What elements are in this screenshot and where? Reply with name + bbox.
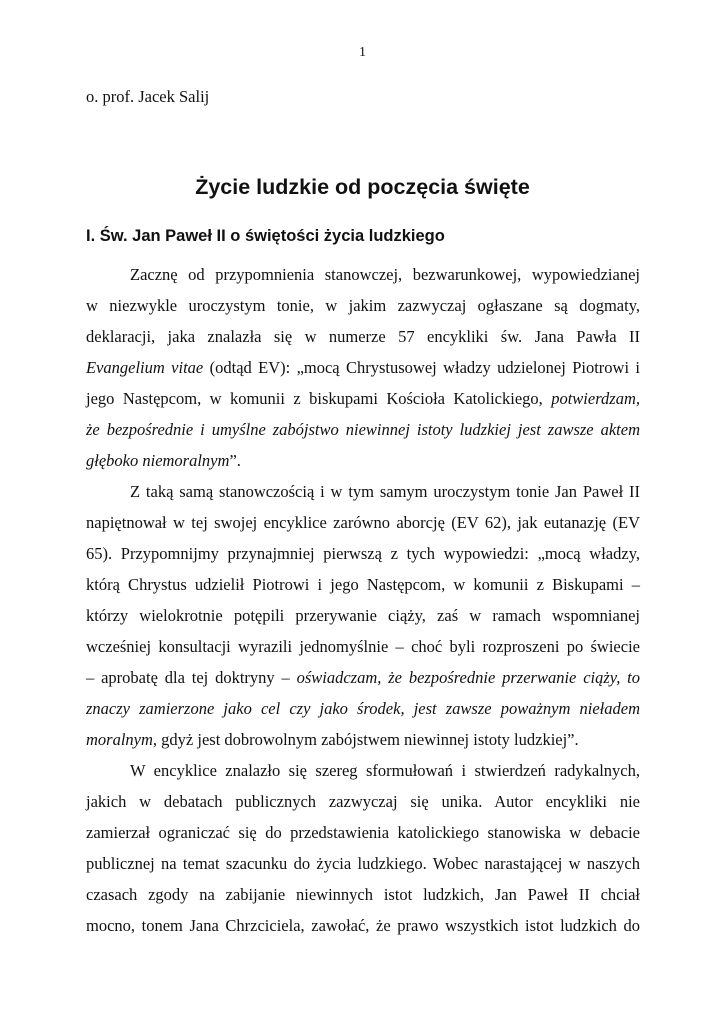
paragraph-line: – aprobatę dla tej doktryny – oświadczam, że bezpośrednie przerwanie ciąży, to [86,668,641,687]
paragraph-line: Zacznę od przypomnienia stanowczej, bezwarunkowej, wypowiedzianej [130,265,640,284]
paragraph-line: W encyklice znalazło się szereg sformułowań i stwierdzeń radykalnych, [130,761,640,780]
paragraph-line: którą Chrystus udzielił Piotrowi i jego Następcom, w komunii z Biskupami – [86,575,640,594]
paragraph-line: jego Następcom, w komunii z biskupami Kościoła Katolickiego, potwierdzam, [86,389,640,408]
paragraph-line: głęboko niemoralnym”. [86,451,241,470]
paragraph-line: czasach zgody na zabijanie niewinnych istot ludzkich, Jan Paweł II chciał [86,885,640,904]
document-title: Życie ludzkie od poczęcia święte [195,175,530,199]
author-line: o. prof. Jacek Salij [86,87,210,106]
paragraph-line: w niezwykle uroczystym tonie, w jakim zazwyczaj ogłaszane są dogmaty, [86,296,640,315]
paragraph-line: jakich w debatach publicznych zazwyczaj się unika. Autor encykliki nie [86,792,640,811]
paragraph-line: 65). Przypomnijmy przynajmniej pierwszą z tych wypowiedzi: „mocą władzy, [86,544,640,563]
paragraph-line: napiętnował w tej swojej encyklice zarówno aborcję (EV 62), jak eutanazję (EV [86,513,640,532]
paragraph-line: moralnym, gdyż jest dobrowolnym zabójstwem niewinnej istoty ludzkiej”. [86,730,579,749]
paragraph-line: którzy wielokrotnie potępili przerywanie ciąży, zaś w ramach wspomnianej [86,606,640,625]
page-number: 1 [359,45,366,60]
paragraph-line: wcześniej konsultacji wyrazili jednomyślnie – choć byli rozproszeni po świecie [86,637,640,656]
paragraph-line: znaczy zamierzone jako cel czy jako środek, jest zawsze poważnym nieładem [86,699,640,718]
paragraph-line: publicznej na temat szacunku do życia ludzkiego. Wobec narastającej w naszych [86,854,640,873]
paragraph-line: Z taką samą stanowczością i w tym samym uroczystym tonie Jan Paweł II [130,482,640,501]
paragraph-line: zamierzał ograniczać się do przedstawienia katolickiego stanowiska w debacie [86,823,640,842]
paragraph-line: Evangelium vitae (odtąd EV): „mocą Chrystusowej władzy udzielonej Piotrowi i [86,358,640,377]
paragraph-line: deklaracji, jaka znalazła się w numerze 57 encykliki św. Jana Pawła II [86,327,640,346]
section-heading: I. Św. Jan Paweł II o świętości życia ludzkiego [86,227,445,245]
paragraph-line: mocno, tonem Jana Chrzciciela, zawołać, że prawo wszystkich istot ludzkich do [86,916,640,935]
paragraph-line: że bezpośrednie i umyślne zabójstwo niewinnej istoty ludzkiej jest zawsze aktem [86,420,640,439]
